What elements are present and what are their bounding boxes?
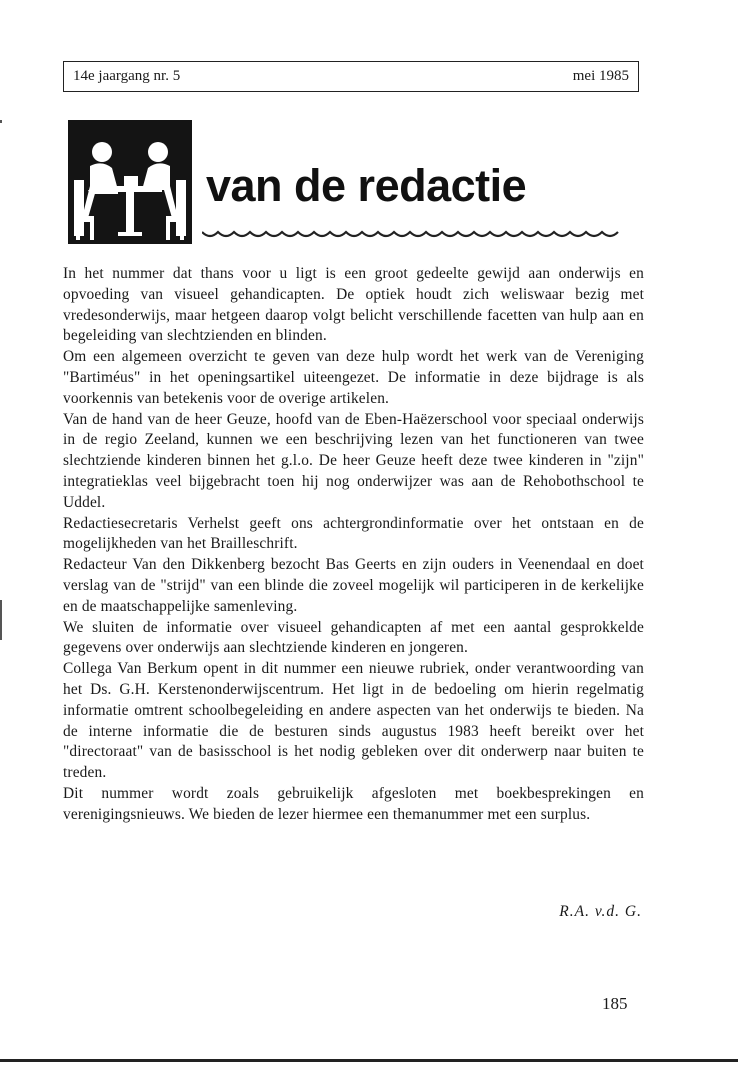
- article-body: [63, 264, 644, 826]
- bottom-divider: [0, 1059, 738, 1062]
- issue-date: mei 1985: [572, 68, 629, 84]
- paragraph: Redactiesecretaris Verhelst geeft ons achtergrondinformatie over het ontstaan en de mogelijkheden van het Brailleschrift.: [63, 514, 644, 553]
- issue-number: 14e jaargang nr. 5: [73, 68, 181, 84]
- paragraph: We sluiten de informatie over visueel gehandicapten af met een aantal gesprokkelde gegevens over onderwijs aan slechtziende kinderen en jongeren.: [63, 618, 644, 657]
- author-signature: R.A. v.d. G.: [559, 903, 642, 920]
- page-title: van de redactie: [206, 160, 527, 211]
- paragraph: Redacteur Van den Dikkenberg bezocht Bas Geerts en zijn ouders in Veenendaal en doet verslag van de "strijd" van een blinde die zoveel mogelijk wil participeren in de kerkelijke en de maatschappelijke samenleving.: [63, 556, 644, 615]
- paragraph: Dit nummer wordt zoals gebruikelijk afgesloten met boekbesprekingen en verenigingsnieuws. We bieden de lezer hiermee een themanummer met een surplus.: [63, 784, 644, 823]
- margin-mark: [0, 600, 2, 640]
- paragraph: In het nummer dat thans voor u ligt is een groot gedeelte gewijd aan onderwijs en opvoeding van visueel gehandicapten. De optiek houdt zich weliswaar bezig met vredesonderwijs, maar hetgeen daarop volgt belicht verschillende facetten van hulp aan en begeleiding van slechtzienden en blinden.: [63, 265, 644, 345]
- margin-mark: [0, 120, 2, 123]
- paragraph: Collega Van Berkum opent in dit nummer een nieuwe rubriek, onder verantwoording van het Ds. G.H. Kerstenonderwijscentrum. Het ligt in de bedoeling om hierin regelmatig informatie omtrent schoolbegeleiding en andere aspecten van het onderwijs te bieden. Na de interne informatie die de besturen sinds augustus 1983 heeft bereikt over het "directoraat" van de basisschool is het nodig gebleken over dit onderwerp naar buiten te treden.: [63, 660, 644, 782]
- issue-header-box: [63, 61, 639, 92]
- paragraph: Om een algemeen overzicht te geven van deze hulp wordt het werk van de Vereniging "Bartiméus" in het openingsartikel uiteengezet. De informatie in deze bijdrage is als voorkennis van betekenis voor de overige artikelen.: [63, 348, 644, 407]
- paragraph: Van de hand van de heer Geuze, hoofd van de Eben-Haëzerschool voor speciaal onderwijs in de regio Zeeland, kunnen we een beschrijving lezen van het functioneren van twee slechtziende kinderen binnen het g.l.o. De heer Geuze heeft deze twee kinderen in "zijn" integratieklas veel bijgebracht toen hij nog onderwijzer was aan de Rehobothschool te Uddel.: [63, 410, 644, 511]
- page-number: 185: [602, 994, 628, 1013]
- decorative-wave-underline: [202, 228, 626, 242]
- two-people-at-table-icon: [68, 120, 192, 244]
